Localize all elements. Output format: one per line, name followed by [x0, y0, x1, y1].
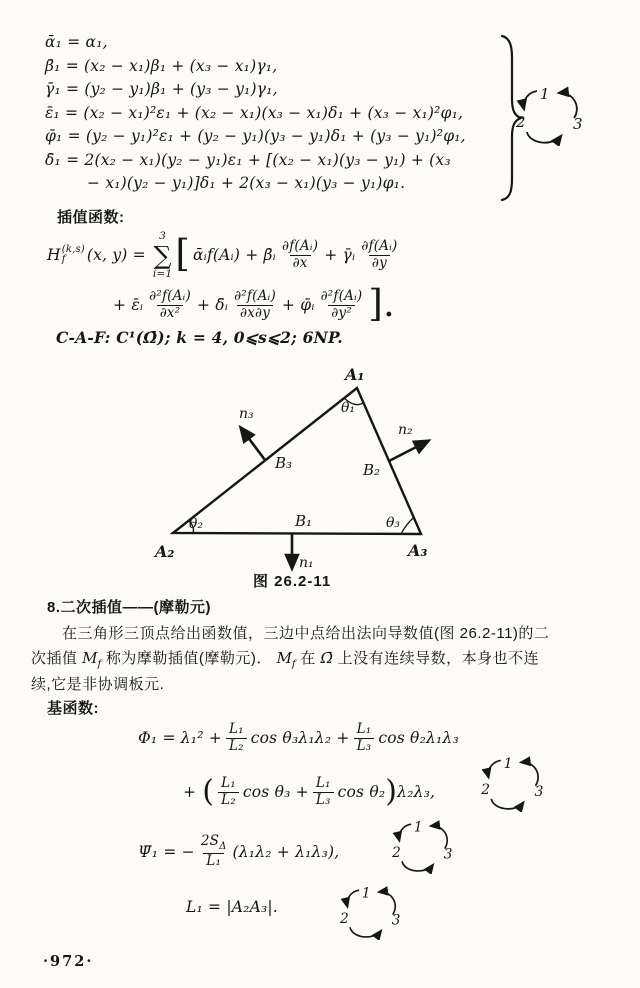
interp-label: 插值函数:	[57, 209, 125, 226]
phi-term-5: cos θ₃ +	[242, 783, 309, 801]
L-formula: L₁ = |A₂A₃|.	[186, 898, 278, 916]
fraction-L1L2: $\frac{\text{L₁}}{\text{L₂}}$	[226, 722, 247, 754]
svg-text:1: 1	[503, 755, 513, 772]
normal-label-n2: n₂	[398, 422, 413, 438]
phi-term-2: cos θ₃λ₁λ₂ +	[250, 729, 350, 747]
arrow-1-to-2	[347, 890, 359, 906]
equation-system	[45, 31, 466, 196]
svg-text:2: 2	[340, 910, 349, 927]
svg-text:2: 2	[392, 844, 401, 861]
arrow-2-to-3	[402, 861, 433, 871]
arrow-1-to-2	[488, 760, 501, 777]
sum-lower-limit: i=1	[152, 267, 173, 280]
fraction-dfdx: $\frac{\text{∂f(Aᵢ)}}{\partial x}$	[282, 237, 319, 271]
basis-label: 基函数:	[47, 700, 99, 717]
fraction-d2fdy2: $\frac{\text{∂²f(Aᵢ)}}{\text{∂y²}}$	[320, 287, 363, 321]
plus-sign: +	[183, 783, 197, 801]
midpoint-label-B1: B₁	[295, 512, 313, 530]
arrow-2-to-3	[491, 799, 523, 809]
cyclic-permutation-icon	[477, 752, 547, 812]
angle-label-theta2: θ₂	[189, 516, 204, 532]
open-paren: (	[202, 774, 215, 809]
vertex-label-A2: A₂	[155, 542, 175, 561]
svg-text:1: 1	[361, 885, 371, 902]
area-subscript: Δ	[219, 841, 227, 853]
svg-text:1: 1	[413, 819, 423, 836]
interp-term-1: ᾱᵢf(Aᵢ) + β̄ᵢ	[192, 246, 277, 264]
arrow-1-to-2	[524, 91, 537, 109]
figure-caption: 图 26.2-11	[253, 573, 332, 590]
svg-text:3: 3	[534, 784, 544, 801]
interp-formula-line1	[47, 231, 404, 279]
arrow-2-to-3	[527, 132, 561, 143]
angle-label-theta3: θ₃	[386, 515, 401, 531]
cycle-label-1: 1	[540, 85, 550, 103]
arrow-3-to-1	[379, 892, 395, 915]
H-arguments: (x, y) =	[86, 246, 146, 264]
H-superscript: (k,s)	[61, 244, 85, 255]
phi-term-3: cos θ₂λ₁λ₃	[378, 729, 459, 747]
interp-term-2: + γ̄ᵢ	[324, 246, 356, 264]
cycle-label-2: 2	[516, 113, 526, 131]
arrow-3-to-1	[521, 762, 538, 786]
triangle-figure	[142, 360, 487, 578]
phi-formula-line2	[183, 768, 435, 816]
fraction-L1L3: $\frac{\text{L₁}}{\text{L₃}}$	[313, 776, 334, 808]
caf-line: C-A-F: C¹(Ω̄); k = 4, 0⩽s⩽2; 6NP.	[56, 328, 343, 347]
fraction-d2fdx2: $\frac{\text{∂²f(Aᵢ)}}{\text{∂x²}}$	[149, 287, 191, 321]
paragraph-line3: 续,它是非协调板元.	[31, 676, 165, 693]
fraction-2S-L1: $\frac{2S_\Delta}{\text{L₁}}$	[200, 833, 227, 869]
arrow-1-to-2	[399, 824, 411, 840]
vertex-label-A3: A₃	[408, 541, 428, 560]
midpoint-label-B2: B₂	[363, 461, 381, 479]
svg-text:2: 2	[481, 782, 490, 799]
normal-arrow-n2	[389, 441, 428, 461]
H-symbol: H	[47, 246, 61, 264]
fraction-L1L2: $\frac{\text{L₁}}{\text{L₂}}$	[218, 776, 239, 808]
phi-tail: λ₂λ₃,	[397, 783, 436, 801]
angle-arc-theta3	[401, 518, 413, 534]
close-bracket: ].	[368, 281, 396, 325]
psi-tail: (λ₁λ₂ + λ₁λ₃),	[232, 843, 340, 861]
Mf-symbol: M	[276, 649, 292, 667]
equation-line: δ̄₁ = 2(x₂ − x₁)(y₂ − y₁)ε₁ + [(x₂ − x₁)(y₃ − y₁) + (x₃	[45, 150, 451, 169]
omega-bar-symbol: Ω̄	[320, 649, 333, 667]
cycle-label-3: 3	[573, 115, 583, 133]
section-heading: 8.二次插值——(摩勒元)	[47, 599, 212, 616]
phi-term-6: cos θ₂	[337, 783, 386, 801]
normal-label-n3: n₃	[239, 406, 254, 422]
equation-line: β̄₁ = (x₂ − x₁)β₁ + (x₃ − x₁)γ₁,	[45, 56, 278, 75]
arrow-3-to-1	[431, 826, 447, 849]
angle-label-theta1: θ₁	[341, 400, 356, 416]
equation-line: ᾱ₁ = α₁,	[45, 33, 108, 51]
page-number: ·972·	[43, 953, 94, 970]
fraction-dfdy: $\frac{\text{∂f(Aᵢ)}}{\partial y}$	[361, 237, 398, 271]
open-bracket: [	[175, 231, 190, 275]
interp-term-3: + ε̄ᵢ	[113, 296, 144, 314]
paragraph-line1: 在三角形三顶点给出函数值，三边中点给出法向导数值(图 26.2-11)的二	[62, 625, 550, 642]
phi-lead: Φ₁ = λ₁² +	[138, 729, 222, 747]
cyclic-permutation-icon	[512, 82, 586, 146]
H-supsub	[62, 245, 85, 265]
psi-formula	[138, 830, 339, 874]
sum-upper-limit: 3	[159, 230, 167, 242]
midpoint-label-B3: B₃	[275, 454, 293, 472]
normal-arrow-n3	[241, 428, 265, 460]
interp-term-5: + φ̄ᵢ	[281, 296, 315, 314]
psi-lead: Ψ̄₁ = −	[138, 843, 195, 861]
equation-line: φ̄₁ = (y₂ − y₁)²ε₁ + (y₂ − y₁)(y₃ − y₁)δ₁ + (y₃ − y₁)²φ₁,	[45, 127, 466, 145]
Mf-symbol: M	[82, 649, 98, 667]
equation-line: γ̄₁ = (y₂ − y₁)β₁ + (y₃ − y₁)γ₁,	[45, 80, 278, 98]
svg-text:3: 3	[391, 912, 401, 929]
equation-line: − x₁)(y₂ − y₁)]δ₁ + 2(x₃ − x₁)(y₃ − y₁)φ₁.	[87, 174, 406, 192]
H-subscript: f	[61, 254, 66, 265]
cyclic-permutation-icon	[388, 816, 456, 874]
summation	[153, 231, 172, 279]
phi-formula-line1	[138, 716, 459, 760]
interp-term-4: + δ̄ᵢ	[196, 296, 229, 314]
cyclic-permutation-icon	[336, 882, 404, 940]
fraction-d2fdxdy: $\frac{\text{∂²f(Aᵢ)}}{\partial x\partial y}$	[234, 287, 276, 321]
normal-label-n1: n₁	[299, 555, 314, 571]
sum-sigma: ∑	[153, 240, 172, 270]
vertex-label-A1: A₁	[345, 365, 365, 384]
close-paren: )	[385, 774, 398, 809]
equation-line: ε̄₁ = (x₂ − x₁)²ε₁ + (x₂ − x₁)(x₃ − x₁)δ₁ + (x₃ − x₁)²φ₁,	[45, 103, 464, 122]
svg-text:3: 3	[443, 846, 453, 863]
interp-formula-line2	[113, 281, 395, 329]
arrow-2-to-3	[350, 927, 381, 937]
fraction-L1L3: $\frac{\text{L₁}}{\text{L₃}}$	[354, 722, 375, 754]
paragraph-line2: 次插值 $M_f$ 称为摩勒插值(摩勒元)． $M_f$ 在 Ω̄ 上没有连续导数，本身也不连	[31, 649, 540, 670]
